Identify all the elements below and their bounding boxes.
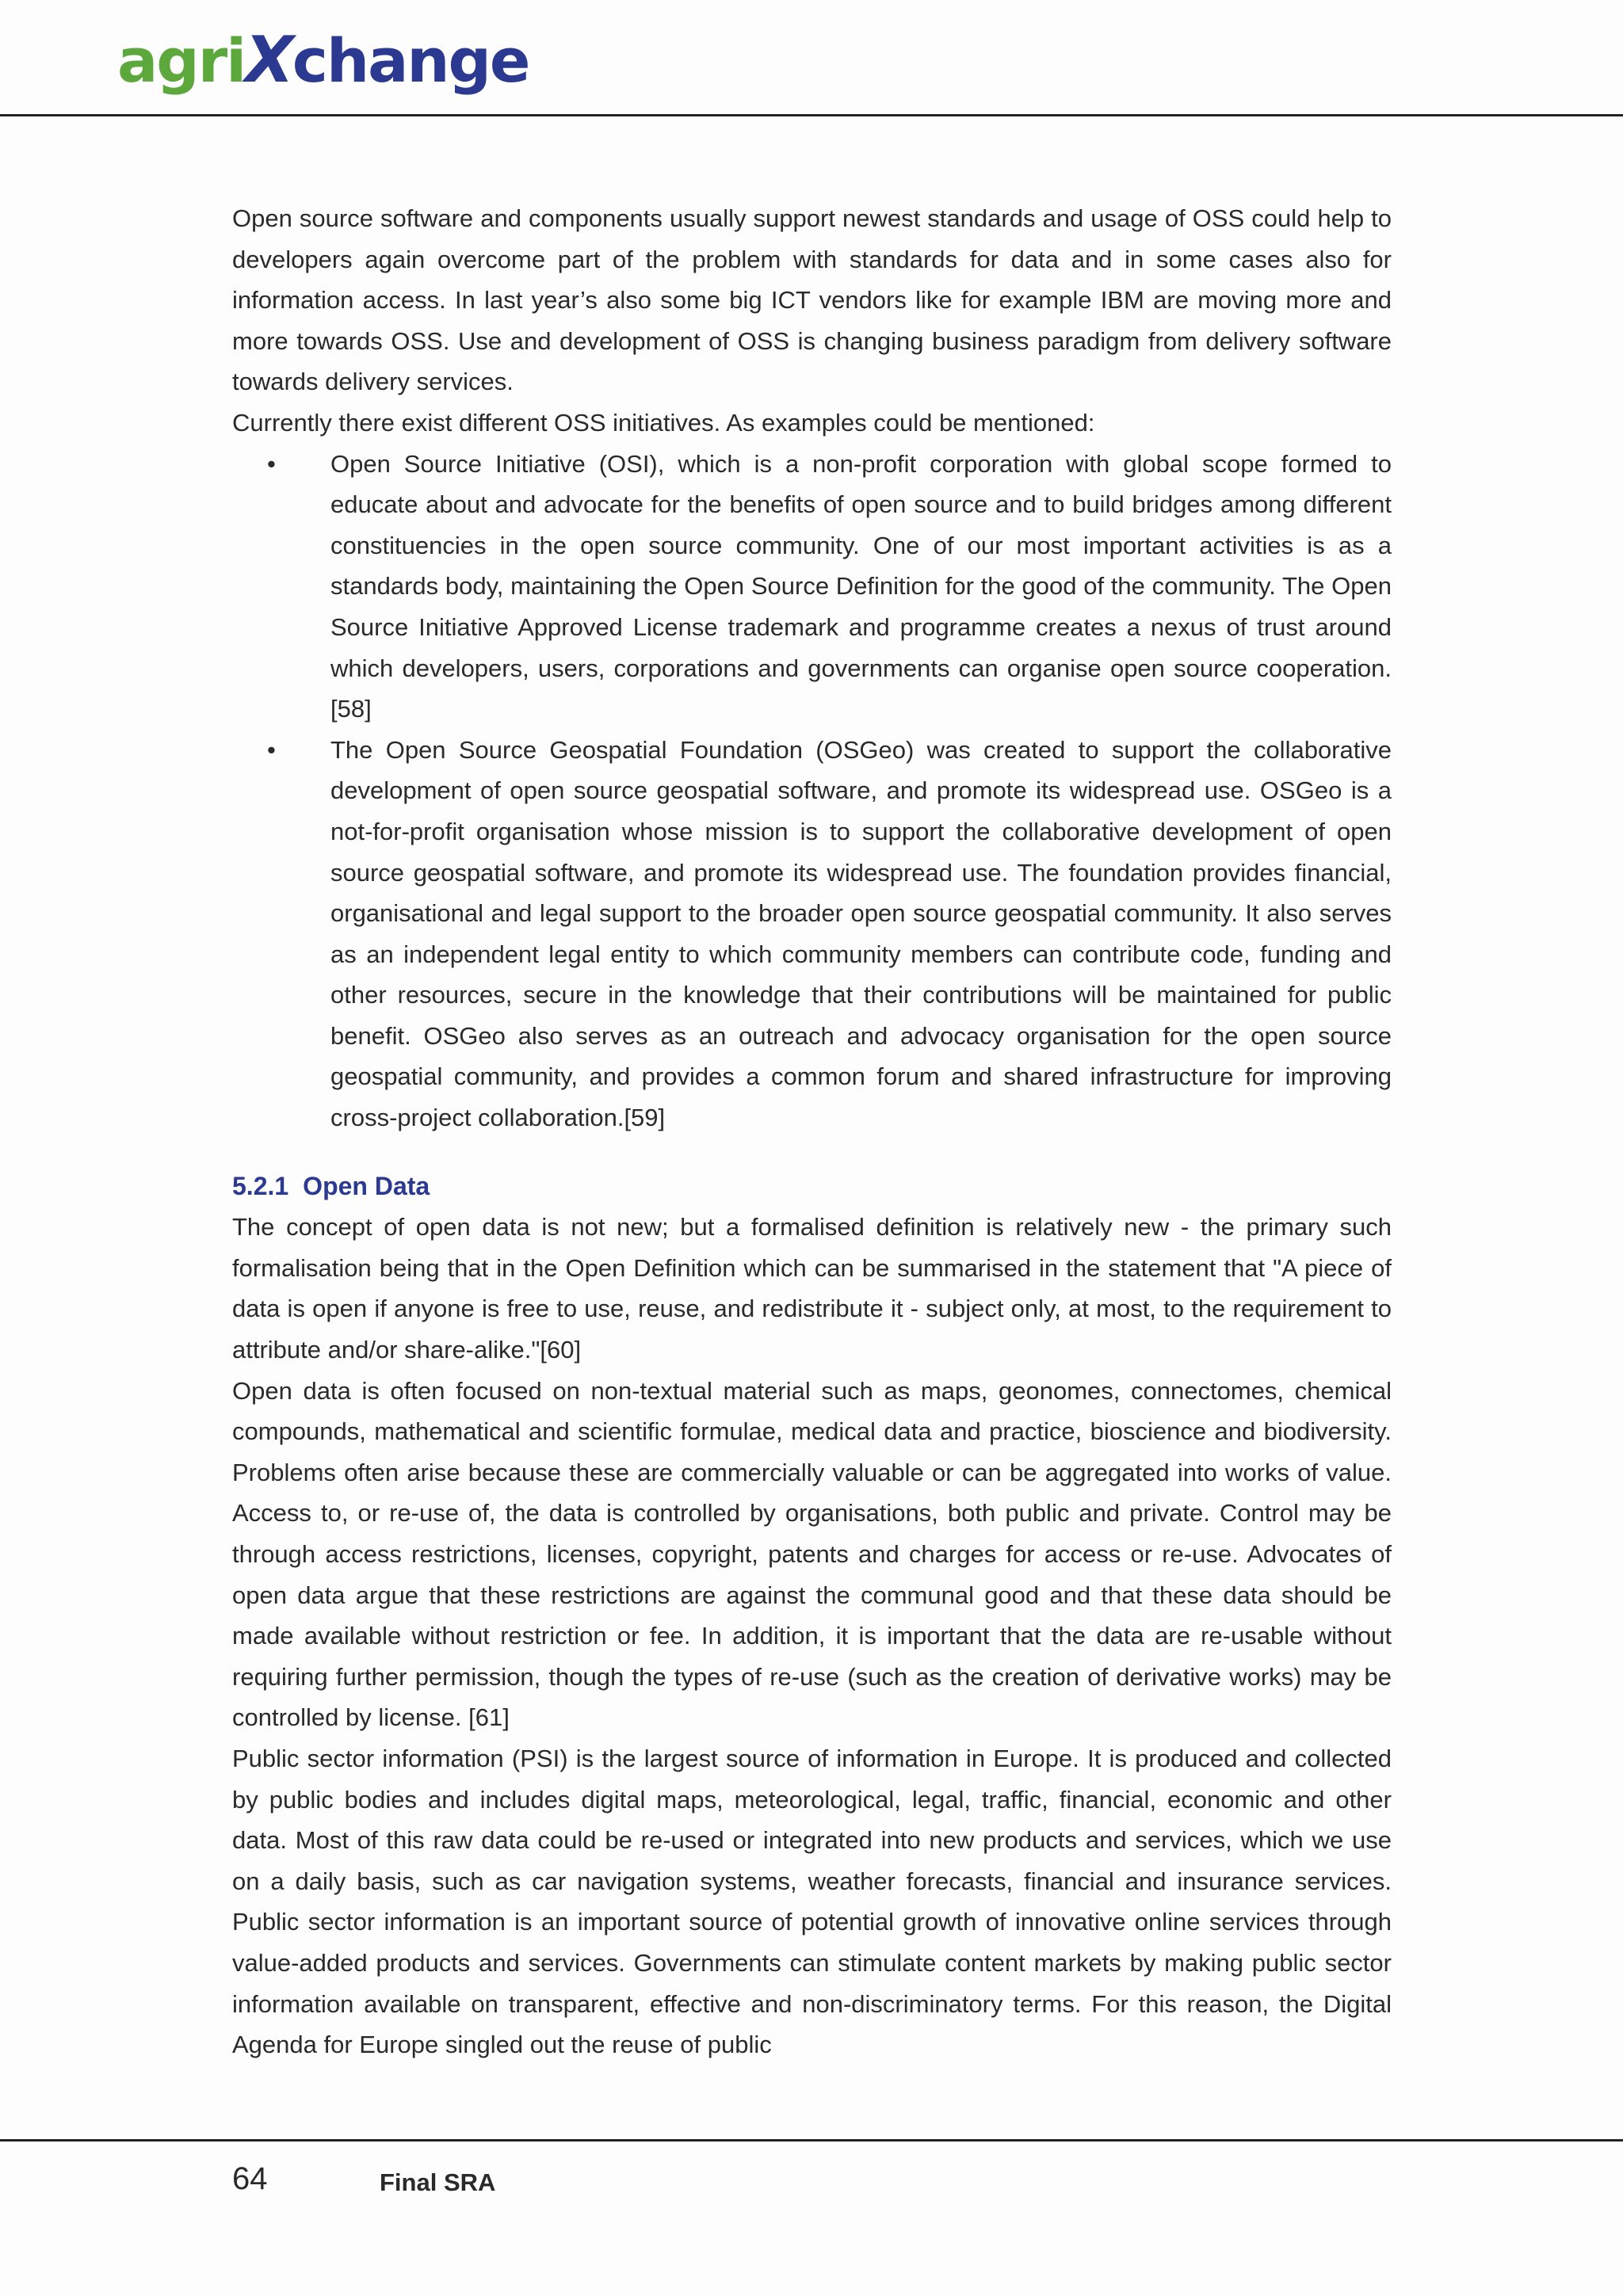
section-title: Open Data xyxy=(303,1171,430,1200)
list-item xyxy=(267,730,1392,1138)
section-heading xyxy=(232,1166,1392,1207)
section-number: 5.2.1 xyxy=(232,1171,289,1200)
list-item-text: Open Source Initiative (OSI), which is a non-profit corporation with global scope formed to educate about and advocate for the benefits of open source and to build bridges among different constituencies in the open source community. One of our most important activities is as a standards body, maintaining the Open Source Definition for the good of the community. The Open Source Initiative Approved License trademark and programme creates a nexus of trust around which developers, users, corporations and governments can organise open source cooperation.[58] xyxy=(330,449,1392,723)
header-divider xyxy=(0,114,1623,116)
oss-initiatives-list xyxy=(232,444,1392,1138)
paragraph-oss-initiatives: Currently there exist different OSS initiatives. As examples could be mentioned: xyxy=(232,408,1095,437)
paragraph-open-data-definition: The concept of open data is not new; but a formalised definition is relatively new - the primary such formalisation being that in the Open Definition which can be summarised in the statement that "A piece of data is open if anyone is free to use, reuse, and redistribute it - subject only, at most, to the requirement to attribute and/or share-alike."[60] xyxy=(232,1213,1392,1364)
paragraph-public-sector-information: Public sector information (PSI) is the largest source of information in Europe. It is produced and collected by public bodies and includes digital maps, meteorological, legal, traffic, financial, economic and other data. Most of this raw data could be re-used or integrated into new products and services, which we use on a daily basis, such as car navigation systems, weather forecasts, financial and insurance services. Public sector information is an important source of potential growth of innovative online services through value-added products and services. Governments can stimulate content markets by making public sector information available on transparent, effective and non-discriminatory terms. For this reason, the Digital Agenda for Europe singled out the reuse of public xyxy=(232,1744,1392,2059)
bullet-icon: • xyxy=(267,449,276,478)
document-label: Final SRA xyxy=(380,2168,496,2196)
list-item xyxy=(267,444,1392,730)
paragraph-open-data-focus: Open data is often focused on non-textual material such as maps, geonomes, connectomes, chemical compounds, mathematical and scientific formulae, medical data and practice, bioscience and biodiversity. Problems often arise because these are commercially valuable or can be aggregated into works of value. Access to, or re-use of, the data is controlled by organisations, both public and private. Control may be through access restrictions, licenses, copyright, patents and charges for access or re-use. Advocates of open data argue that these restrictions are against the communal good and that these data should be made available without restriction or fee. In addition, it is important that the data are re-usable without requiring further permission, though the types of re-use (such as the creation of derivative works) may be controlled by license. [61] xyxy=(232,1376,1392,1732)
logo-agri-text: agri xyxy=(117,25,246,96)
bullet-icon: • xyxy=(267,735,276,764)
list-item-text: The Open Source Geospatial Foundation (OSGeo) was created to support the collaborative development of open source geospatial software, and promote its widespread use. OSGeo is a not-for-profit organisation whose mission is to support the collaborative development of open source geospatial software, and promote its widespread use. The foundation provides financial, organisational and legal support to the broader open source geospatial community. It also serves as an independent legal entity to which community members can contribute code, funding and other resources, secure in the knowledge that their contributions will be maintained for public benefit. OSGeo also serves as an outreach and advocacy organisation for the open source geospatial community, and provides a common forum and shared infrastructure for improving cross-project collaboration.[59] xyxy=(330,735,1392,1132)
logo-x-text: X xyxy=(245,23,292,97)
page-number: 64 xyxy=(232,2161,268,2196)
paragraph-oss-standards: Open source software and components usually support newest standards and usage of OSS could help to developers again overcome part of the problem with standards for data and in some cases also for information access. In last year’s also some big ICT vendors like for example IBM are moving more and more towards OSS. Use and development of OSS is changing business paradigm from delivery software towards delivery services. xyxy=(232,204,1392,396)
footer-divider xyxy=(0,2139,1623,2142)
page-header xyxy=(0,0,1623,116)
page-content xyxy=(232,198,1392,2065)
logo-change-text: change xyxy=(292,25,529,96)
agrixchange-logo xyxy=(117,23,529,97)
